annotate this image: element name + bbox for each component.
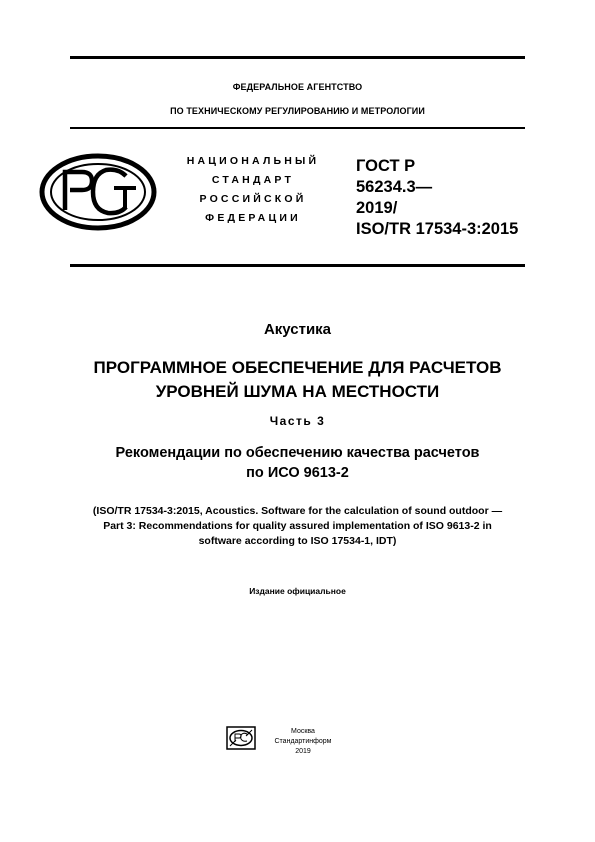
header-rule	[70, 127, 525, 129]
intl-line: (ISO/TR 17534-3:2015, Acoustics. Software for the calculation of sound outdoor —	[92, 505, 503, 517]
national-line: ФЕДЕРАЦИИ	[205, 212, 301, 224]
title-line: ПРОГРАММНОЕ ОБЕСПЕЧЕНИЕ ДЛЯ РАСЧЕТОВ	[93, 358, 502, 377]
designation-line: 2019/	[356, 199, 398, 217]
standard-designation	[356, 156, 556, 240]
standartinform-logo-icon	[226, 726, 256, 750]
publisher-line: Стандартинформ	[274, 738, 332, 745]
publisher-line: Москва	[291, 728, 315, 735]
publisher-imprint	[258, 727, 348, 757]
edition-label: Издание официальное	[249, 586, 346, 596]
agency-line-2: ПО ТЕХНИЧЕСКОМУ РЕГУЛИРОВАНИЮ И МЕТРОЛОГИИ	[170, 106, 425, 116]
subject-heading: Акустика	[263, 321, 332, 338]
designation-line: ГОСТ Р	[356, 157, 416, 175]
part-subtitle	[0, 443, 595, 483]
subtitle-line: Рекомендации по обеспечению качества расчетов	[115, 445, 480, 461]
international-reference	[0, 504, 595, 549]
document-title	[0, 356, 595, 404]
publisher-line: 2019	[295, 748, 311, 755]
intl-line: Part 3: Recommendations for quality assured implementation of ISO 9613-2 in	[103, 520, 492, 532]
national-line: РОССИЙСКОЙ	[199, 193, 307, 205]
national-line: СТАНДАРТ	[211, 174, 295, 186]
national-standard-label	[168, 152, 338, 228]
national-line: НАЦИОНАЛЬНЫЙ	[186, 155, 320, 167]
designation-rule	[70, 264, 525, 267]
agency-line-1: ФЕДЕРАЛЬНОЕ АГЕНТСТВО	[232, 82, 363, 92]
intl-line: software according to ISO 17534-1, IDT)	[198, 535, 397, 547]
subtitle-line: по ИСО 9613-2	[246, 465, 349, 481]
top-rule	[70, 56, 525, 59]
rst-gost-logo-icon	[38, 152, 158, 232]
designation-line: ISO/TR 17534-3:2015	[356, 220, 519, 238]
part-label: Часть 3	[269, 414, 326, 428]
designation-line: 56234.3—	[356, 178, 433, 196]
title-line: УРОВНЕЙ ШУМА НА МЕСТНОСТИ	[155, 382, 440, 401]
